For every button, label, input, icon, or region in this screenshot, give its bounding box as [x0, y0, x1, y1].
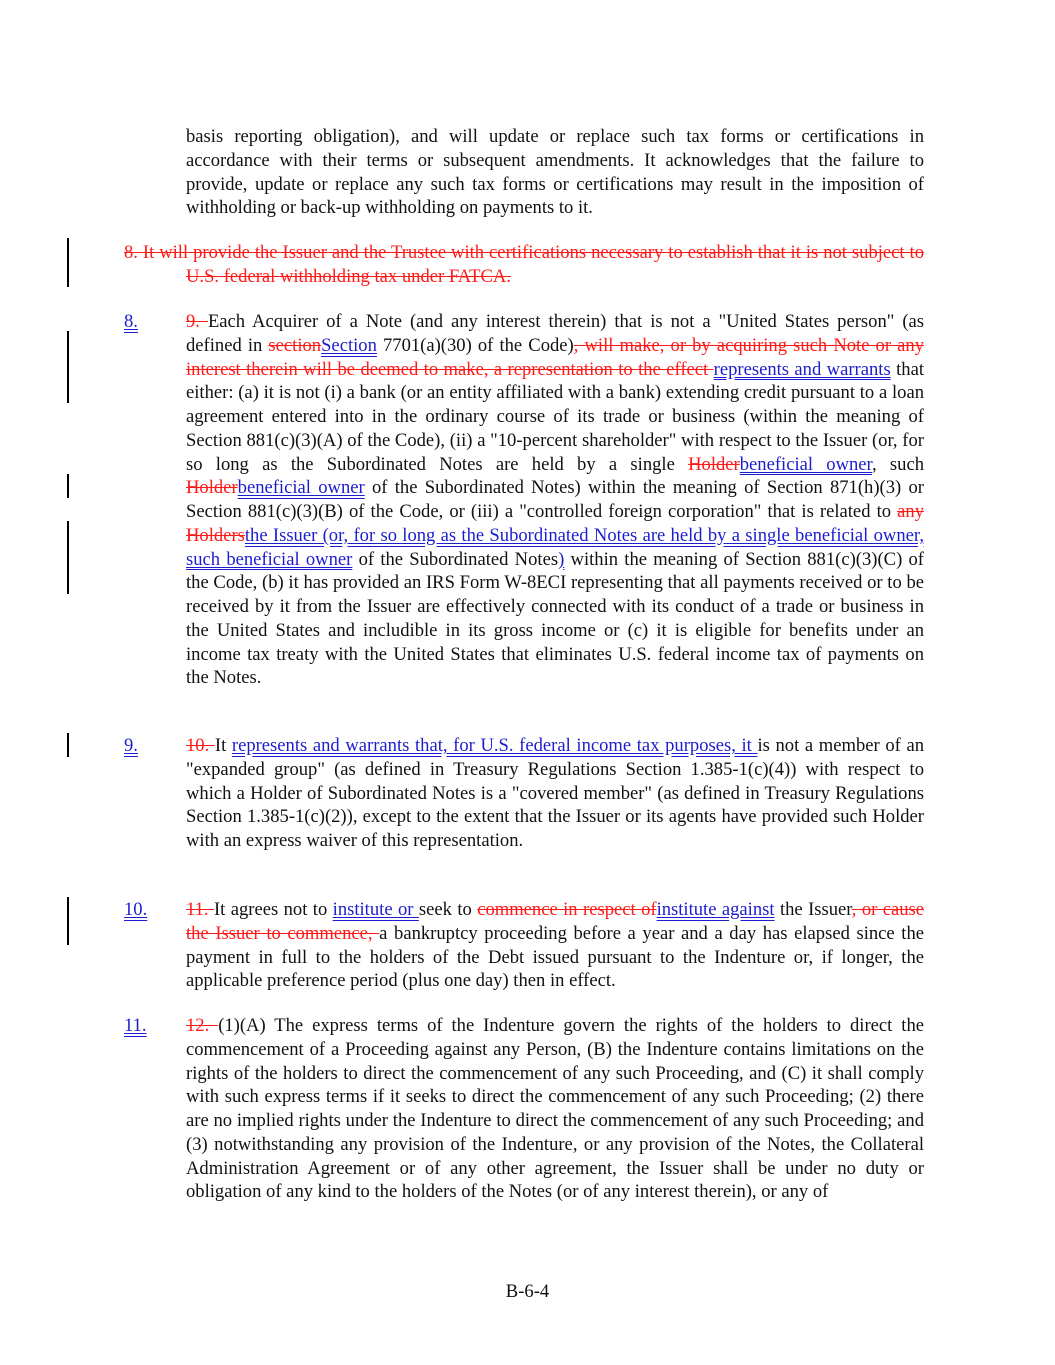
inserted-text: beneficial owner — [739, 453, 873, 475]
inserted-text: institute against — [656, 899, 775, 920]
text-run: basis reporting obligation), and will update or replace such tax forms or certifications in accordance with their terms or subsequent amendments. It acknowledges that the failure to provide, update or replace any such tax forms or certifications may result in the imposition of withholding or back-up withholding on payments to it. — [186, 126, 924, 219]
inserted-text: beneficial owner — [237, 477, 365, 499]
paragraph-8 — [186, 310, 924, 690]
inserted-text: institute or — [332, 899, 419, 920]
deleted-text: Holder — [688, 453, 740, 475]
change-bar — [67, 733, 69, 757]
paragraph-9 — [186, 734, 924, 853]
text-run: that either: (a) it is not (i) a bank (or an entity affiliated with a bank) extending credit pursuant to a loan agreement entered into in the ordinary course of its trade or business (within the meaning of Section 881(c)(3)(A) of the Code), (ii) a "10-percent shareholder" with respect to the Issuer (or, for so long as the Subordinated Notes are held by a single — [186, 358, 924, 475]
deleted-text: Holder — [186, 477, 238, 499]
deleted-text: commence in respect of — [477, 899, 657, 920]
text-run: seek to — [418, 899, 478, 920]
text-run: It — [214, 735, 232, 756]
inserted-text: represents and warrants — [713, 358, 891, 380]
paragraph-11 — [186, 1014, 924, 1204]
deleted-text: , will make, or by acquiring such Note or any interest therein will be deemed to make, a representation to the effect — [186, 334, 924, 380]
deleted-text: section — [268, 334, 322, 356]
paragraph-10 — [186, 898, 924, 993]
paragraph-number-8: 8. — [124, 311, 138, 332]
paragraph-number-9: 9. — [124, 735, 138, 756]
text-run: It agrees not to — [213, 899, 333, 920]
deleted-text: 10. — [186, 735, 215, 756]
text-run: Each Acquirer of a Note (and any interest therein) that is not a "United States person" (as defined in — [186, 311, 924, 356]
inserted-text: ) — [558, 548, 565, 570]
inserted-text: represents and warrants that, for U.S. federal income tax purposes, it — [231, 735, 758, 756]
text-run: a bankruptcy proceeding before a year and a day has elapsed since the payment in full to the holders of the Debt issued pursuant to the Indenture or, if longer, the applicable preference period (plus one day) then in effect. — [186, 922, 925, 992]
text-run: of the Subordinated Notes) within the meaning of Section 871(h)(3) or Section 881(c)(3)(B) of the Code, or (iii) a "controlled foreign corporation" that is related to — [186, 477, 924, 522]
deleted-text: 9. — [186, 311, 208, 332]
change-bar — [67, 238, 69, 287]
deleted-text: any Holders — [186, 501, 924, 546]
text-run: the Issuer — [774, 899, 852, 920]
deleted-text: , or cause the Issuer to commence, — [186, 899, 925, 944]
page-number: B-6-4 — [505, 1281, 550, 1302]
inserted-text: Section — [321, 334, 377, 356]
change-bar — [67, 521, 69, 594]
text-run: of the Subordinated Notes — [352, 548, 559, 570]
change-bar — [67, 474, 69, 498]
change-bar — [67, 897, 69, 945]
change-bar — [67, 331, 69, 403]
paragraph-continuation — [186, 125, 924, 220]
deleted-text: 11. — [186, 899, 214, 920]
paragraph-number-11: 11. — [124, 1015, 147, 1036]
text-run: is not a member of an "expanded group" (as defined in Treasury Regulations Section 1.385-1(c)(4)) with respect to which a Holder of Subordinated Notes is a "covered member" (as defined in Treasury Regulations Section 1.385-1(c)(2)), except to the extent that the Issuer or its agents have provided such Holder with an express waiver of this representation. — [186, 735, 924, 851]
deleted-text: 12. — [186, 1015, 219, 1036]
inserted-text: the Issuer (or, for so long as the Subordinated Notes are held by a single beneficial owner, such beneficial owner — [186, 524, 924, 570]
paragraph-number-10: 10. — [124, 899, 148, 920]
text-run: , such — [872, 453, 924, 475]
text-run: 7701(a)(30) of the Code) — [376, 334, 574, 356]
text-run: (1)(A) The express terms of the Indenture govern the rights of the holders to direct the commencement of a Proceeding against any Person, (B) the Indenture contains limitations on the rights of the holders to direct the commencement of any such Proceeding, and (C) it shall comply with such express terms if it seeks to direct the commencement of any such Proceeding; (2) there are no implied rights under the Indenture to direct the commencement of any such Proceeding; and (3) notwithstanding any provision of the Indenture, or any provision of the Notes, the Collateral Administration Agreement or of any other agreement, the Issuer shall be under no duty or obligation of any kind to the holders of the Notes (or of any interest therein), or any of — [186, 1015, 924, 1203]
deleted-paragraph — [124, 241, 924, 289]
text-run: within the meaning of Section 881(c)(3)(C) of the Code, (b) it has provided an IRS Form W-8ECI representing that all payments received or to be received by it from the Issuer are effectively connected with its conduct of a trade or business in the United States and includible in its gross income or (c) it is eligible for benefits under an income tax treaty with the United States that eliminates U.S. federal income tax of payments on the Notes. — [186, 548, 924, 689]
deleted-text: 8. It will provide the Issuer and the Trustee with certifications necessary to establish that it is not subject to U.S. federal withholding tax under FATCA. — [124, 242, 924, 287]
